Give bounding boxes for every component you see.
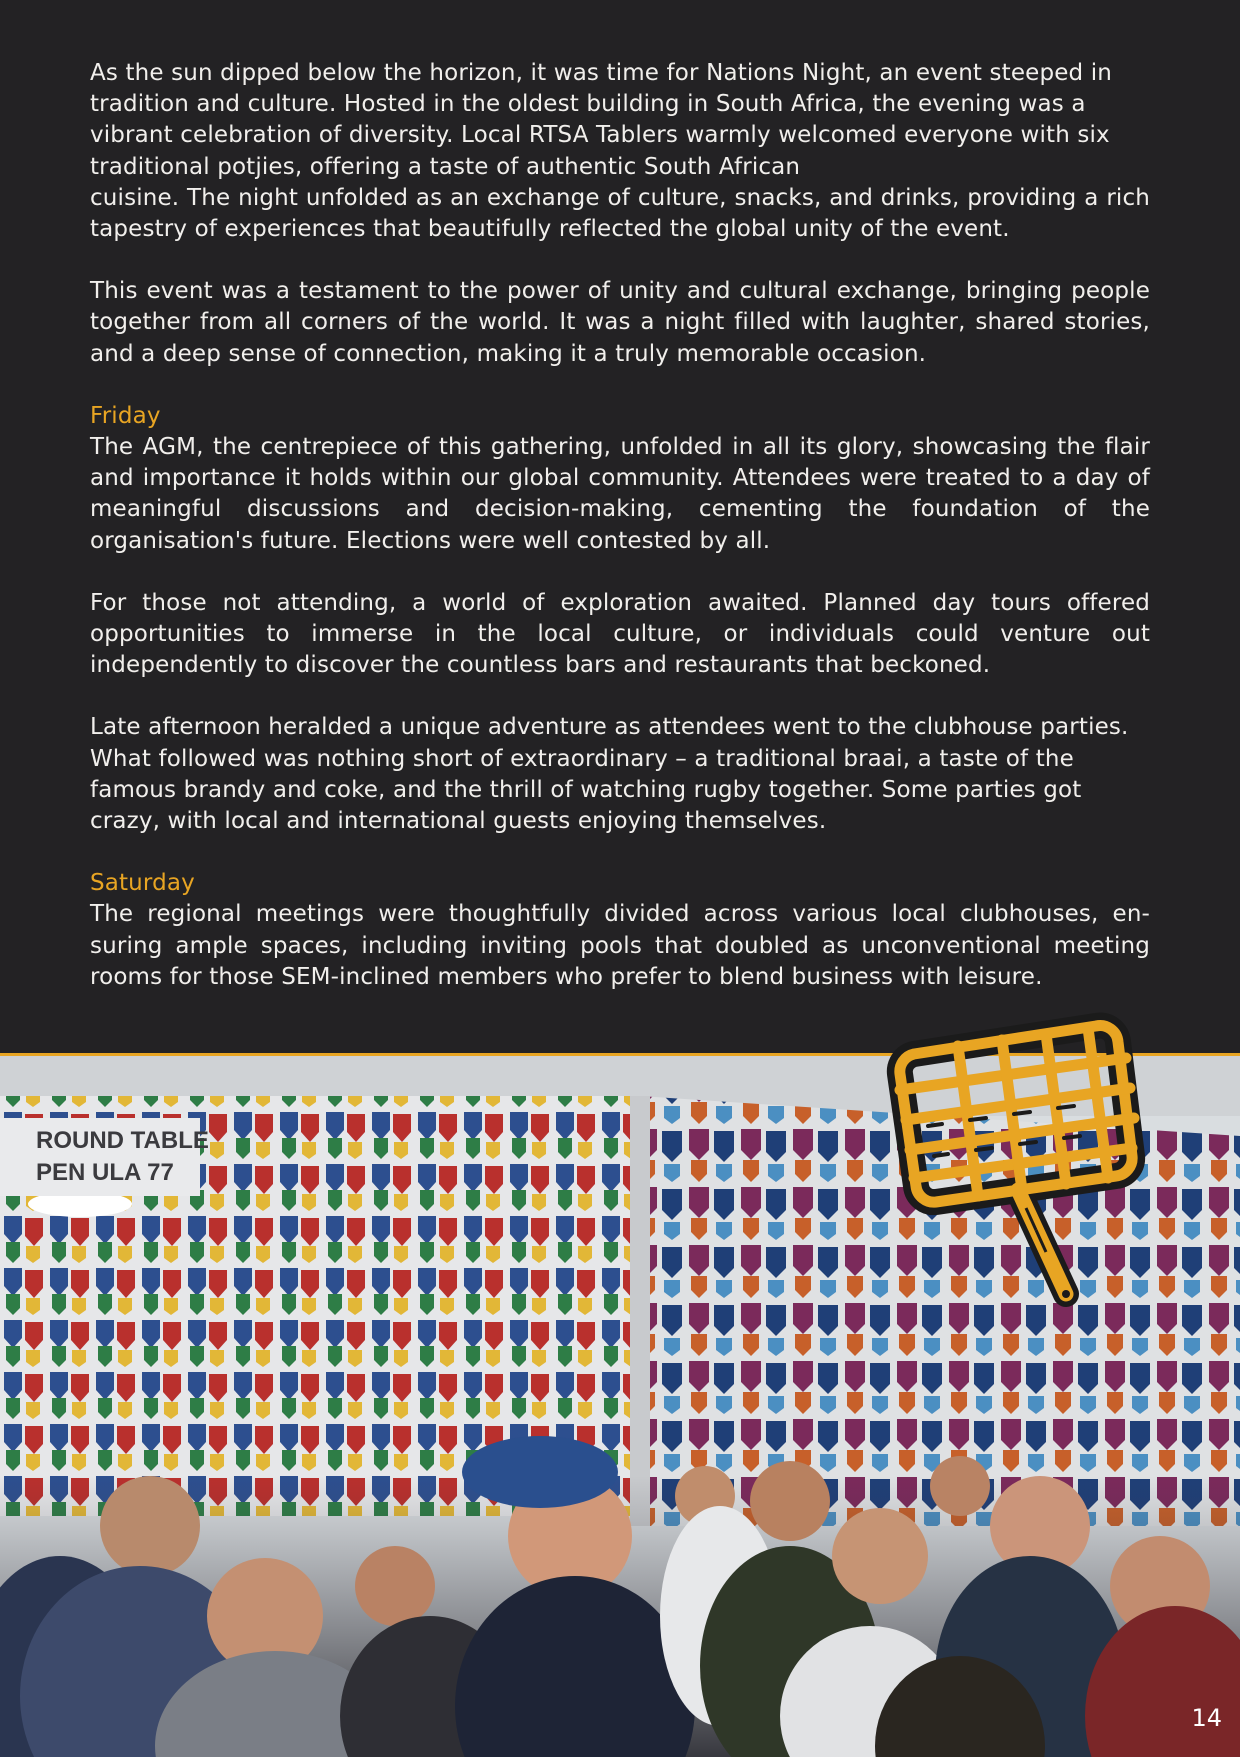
intro-paragraph: As the sun dipped below the horizon, it was time for Nations Night, an event steeped in tradition and culture. Hosted in the oldest building in South Africa, the evening was a vibrant celebration of diversity. Local RTSA Tablers warmly welcomed everyone with six traditional potjies, offering a taste of authentic South African <box>90 60 1112 180</box>
saturday-paragraph-1: The regional meetings were thoughtfully divided across various local clubhouses, en-suring ample spaces, including inviting pools that doubled as unconventional meeting rooms for those SEM-inclined members who prefer to blend business with leisure. <box>90 901 1150 990</box>
intro-paragraph-2: This event was a testament to the power of unity and cultural exchange, bringing people together from all corners of the world. It was a night filled with laughter, shared stories, and a deep sense of connection, making it a truly memorable occasion. <box>90 278 1150 367</box>
friday-heading: Friday <box>90 402 161 429</box>
article-text <box>90 58 1150 1024</box>
page-number: 14 <box>1191 1704 1222 1732</box>
sign-line-2: PEN ULA 77 <box>36 1159 174 1186</box>
intro-paragraph-continued: cuisine. The night unfolded as an exchange of culture, snacks, and drinks, providing a rich tapestry of experiences that beautifully reflected the global unity of the event. <box>90 184 1150 243</box>
sign-line-1: ROUND TABLE <box>36 1127 209 1154</box>
crowd <box>0 1436 1240 1757</box>
friday-paragraph-3: Late afternoon heralded a unique adventure as attendees went to the clubhouse parties. What followed was nothing short of extraordinary – a traditional braai, a taste of the famous brandy and coke, and the thrill of watching rugby together. Some parties got crazy, with local and international guests enjoying themselves. <box>90 714 1129 835</box>
saturday-heading: Saturday <box>90 870 195 897</box>
braai-grid-icon <box>870 1008 1170 1328</box>
friday-paragraph-2: For those not attending, a world of exploration awaited. Planned day tours offered opportunities to immerse in the local culture, or individuals could venture out independently to discover the countless bars and restaurants that beckoned. <box>90 589 1150 679</box>
friday-paragraph-1: The AGM, the centrepiece of this gathering, unfolded in all its glory, showcasing the flair and importance it holds within our global community. Attendees were treated to a day of meaningful discussions and decision-making, cementing the foundation of the organisation's future. Elections were well contested by all. <box>90 434 1150 554</box>
